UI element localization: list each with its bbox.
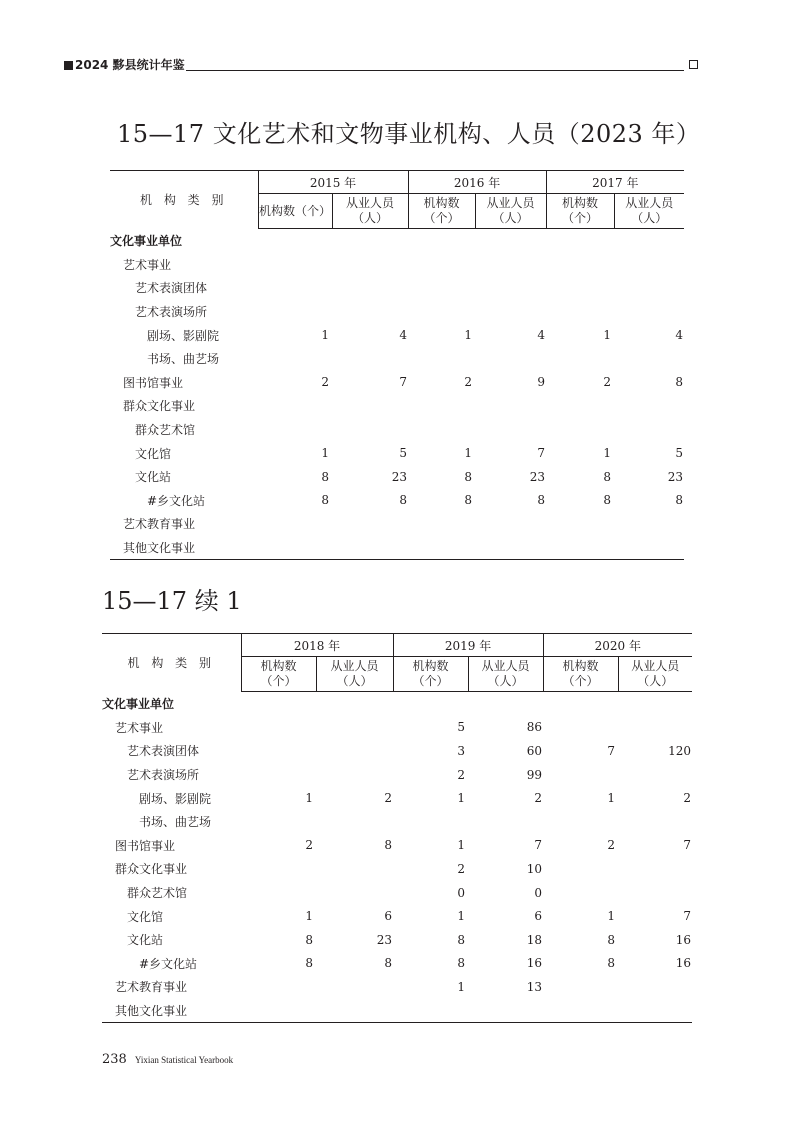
cell-staff: 16 <box>675 956 692 971</box>
cell-staff <box>332 276 408 300</box>
cell-institutions: 1 <box>305 909 313 924</box>
cell-institutions: 1 <box>321 446 329 461</box>
table1-subheader-staff: 从业人员（人） <box>332 194 408 229</box>
row-label: 艺术表演场所 <box>135 305 208 320</box>
cell-staff <box>618 716 692 740</box>
row-label: 文化站 <box>135 470 172 485</box>
table-row <box>110 300 684 324</box>
cell-staff <box>614 347 684 371</box>
table-row <box>110 253 684 277</box>
row-label: #乡文化站 <box>147 493 206 508</box>
table2-subheader-institutions: 机构数 （个） <box>241 657 316 692</box>
cell-institutions: 8 <box>464 469 473 484</box>
table-row <box>102 904 692 928</box>
cell-staff <box>475 276 546 300</box>
cell-institutions: 8 <box>305 932 313 947</box>
cell-staff <box>316 716 393 740</box>
table2-subheader-staff: 从业人员（人） <box>316 657 393 692</box>
cell-staff <box>614 253 684 277</box>
cell-staff <box>468 810 543 834</box>
cell-staff: 8 <box>675 493 684 508</box>
header-box-marker <box>689 60 698 69</box>
cell-staff: 7 <box>537 446 546 461</box>
cell-institutions <box>408 347 475 371</box>
cell-staff: 6 <box>384 909 393 924</box>
cell-staff <box>316 810 393 834</box>
table-row <box>110 536 684 560</box>
cell-staff: 4 <box>537 328 546 343</box>
cell-institutions: 1 <box>457 979 466 994</box>
cell-staff: 8 <box>537 493 546 508</box>
cell-institutions <box>393 999 468 1023</box>
cell-staff <box>475 347 546 371</box>
cell-institutions: 8 <box>607 956 616 971</box>
table-row <box>110 418 684 442</box>
cell-institutions: 8 <box>603 469 612 484</box>
cell-staff: 120 <box>668 743 692 758</box>
table-row <box>110 512 684 536</box>
cell-institutions: 1 <box>607 791 616 806</box>
cell-institutions <box>408 253 475 277</box>
cell-staff <box>332 394 408 418</box>
row-label: 艺术教育事业 <box>123 517 196 532</box>
cell-staff <box>614 300 684 324</box>
cell-institutions <box>258 300 332 324</box>
cell-institutions: 1 <box>305 791 313 806</box>
cell-institutions: 8 <box>457 932 466 947</box>
cell-staff: 23 <box>667 469 684 484</box>
cell-staff: 23 <box>391 469 408 484</box>
cell-institutions <box>546 300 614 324</box>
cell-institutions: 1 <box>321 328 329 343</box>
cell-institutions: 7 <box>607 743 616 758</box>
cell-staff: 8 <box>384 956 393 971</box>
table-row <box>102 928 692 952</box>
cell-staff: 8 <box>399 493 408 508</box>
table1 <box>110 170 684 560</box>
cell-staff: 86 <box>526 720 543 735</box>
cell-institutions: 8 <box>603 493 612 508</box>
cell-institutions: 2 <box>457 767 466 782</box>
cell-institutions <box>546 347 614 371</box>
cell-institutions <box>258 536 332 560</box>
cell-staff <box>475 536 546 560</box>
row-label: 艺术表演团体 <box>135 281 208 296</box>
cell-institutions <box>408 276 475 300</box>
cell-staff <box>475 394 546 418</box>
table-row <box>102 857 692 881</box>
table-row <box>110 347 684 371</box>
table-row <box>110 229 684 253</box>
cell-institutions: 8 <box>464 493 473 508</box>
cell-institutions: 8 <box>607 932 616 947</box>
table-row <box>110 489 684 513</box>
cell-staff <box>618 881 692 905</box>
row-label: 文化事业单位 <box>110 234 183 249</box>
table1-year-header: 2017 年 <box>546 171 684 194</box>
cell-institutions: 2 <box>321 375 329 390</box>
table1-title: 15—17 文化艺术和文物事业机构、人员（2023 年） <box>117 120 701 148</box>
cell-institutions <box>543 881 618 905</box>
row-label: 文化站 <box>127 933 164 948</box>
publication-title: Yixian Statistical Yearbook <box>134 1055 234 1065</box>
row-label: 艺术表演团体 <box>127 744 200 759</box>
cell-institutions <box>241 692 316 716</box>
page-footer <box>102 1048 233 1067</box>
row-label: 群众艺术馆 <box>135 423 196 438</box>
cell-staff: 99 <box>526 767 543 782</box>
cell-institutions: 8 <box>321 493 329 508</box>
cell-institutions <box>546 394 614 418</box>
table-row <box>102 810 692 834</box>
row-label: 其他文化事业 <box>110 536 258 560</box>
table1-year-header: 2015 年 <box>258 171 408 194</box>
cell-staff <box>618 763 692 787</box>
cell-staff <box>614 276 684 300</box>
cell-institutions <box>241 857 316 881</box>
cell-staff <box>468 999 543 1023</box>
cell-institutions <box>408 418 475 442</box>
cell-institutions <box>258 512 332 536</box>
table2-year-header-row <box>102 634 692 657</box>
cell-institutions <box>258 418 332 442</box>
cell-institutions <box>241 810 316 834</box>
table1-body <box>110 229 684 560</box>
row-label: #乡文化站 <box>139 956 198 971</box>
cell-staff <box>475 418 546 442</box>
cell-institutions <box>408 229 475 253</box>
cell-institutions <box>543 692 618 716</box>
cell-institutions: 2 <box>457 861 466 876</box>
cell-institutions <box>258 229 332 253</box>
cell-institutions: 1 <box>603 328 612 343</box>
cell-institutions: 5 <box>457 720 466 735</box>
table-row <box>110 441 684 465</box>
table2-category-header: 机 构 类 别 <box>102 634 241 692</box>
cell-institutions <box>258 253 332 277</box>
cell-staff <box>475 300 546 324</box>
row-label: 剧场、影剧院 <box>147 328 220 343</box>
table1-subheader-institutions: 机构数 （个） <box>546 194 614 229</box>
table-row <box>102 881 692 905</box>
table-row <box>110 371 684 395</box>
cell-staff <box>618 692 692 716</box>
cell-staff: 5 <box>675 446 684 461</box>
row-label: 书场、曲艺场 <box>147 352 220 367</box>
table1-subheader-staff: 从业人员 （人） <box>475 194 546 229</box>
cell-institutions <box>543 999 618 1023</box>
cell-staff: 23 <box>376 932 393 947</box>
running-header <box>64 58 698 74</box>
cell-staff <box>614 229 684 253</box>
cell-institutions <box>408 536 475 560</box>
cell-staff: 16 <box>526 956 543 971</box>
cell-staff <box>332 253 408 277</box>
page-number: 238 <box>102 1052 127 1067</box>
cell-institutions: 1 <box>457 791 466 806</box>
cell-institutions <box>393 810 468 834</box>
cell-staff <box>475 253 546 277</box>
cell-staff: 60 <box>526 743 543 758</box>
table-row <box>102 786 692 810</box>
table-row <box>110 323 684 347</box>
table2-subheader-staff: 从业人员 （人） <box>468 657 543 692</box>
cell-institutions: 3 <box>457 743 466 758</box>
row-label: 图书馆事业 <box>115 838 176 853</box>
cell-institutions <box>543 975 618 999</box>
table1-year-header-row <box>110 171 684 194</box>
cell-institutions <box>258 276 332 300</box>
table2-year-header: 2020 年 <box>543 634 692 657</box>
table2-subheader-institutions: 机构数 （个） <box>393 657 468 692</box>
cell-institutions <box>546 512 614 536</box>
cell-institutions: 1 <box>457 838 466 853</box>
table-row <box>102 763 692 787</box>
cell-staff: 8 <box>675 375 684 390</box>
cell-institutions <box>546 418 614 442</box>
cell-staff <box>614 512 684 536</box>
cell-staff: 7 <box>683 909 692 924</box>
row-label: 图书馆事业 <box>123 375 184 390</box>
cell-institutions <box>241 881 316 905</box>
row-label: 艺术事业 <box>123 257 172 272</box>
cell-staff: 8 <box>384 838 393 853</box>
cell-staff: 18 <box>526 932 543 947</box>
header-rule <box>186 70 684 71</box>
table1-subheader-staff: 从业人员 （人） <box>614 194 684 229</box>
table-row <box>102 999 692 1023</box>
cell-staff: 16 <box>675 932 692 947</box>
cell-staff: 6 <box>534 909 543 924</box>
cell-institutions: 1 <box>603 446 612 461</box>
cell-staff <box>618 810 692 834</box>
table2-body <box>102 692 692 1023</box>
cell-institutions: 1 <box>464 446 473 461</box>
cell-institutions <box>241 763 316 787</box>
table1-subheader-institutions: 机构数（个） <box>258 194 332 229</box>
header-square-marker <box>64 61 73 70</box>
cell-institutions: 2 <box>464 375 473 390</box>
cell-staff <box>618 975 692 999</box>
cell-staff: 4 <box>675 328 684 343</box>
cell-staff: 7 <box>683 838 692 853</box>
running-header-title: 2024 黟县统计年鉴 <box>75 58 185 72</box>
cell-staff: 7 <box>399 375 408 390</box>
cell-staff <box>316 857 393 881</box>
row-label: 群众文化事业 <box>123 399 196 414</box>
cell-staff: 5 <box>399 446 408 461</box>
table-row <box>102 834 692 858</box>
table2-subheader-institutions: 机构数 （个） <box>543 657 618 692</box>
cell-staff <box>332 300 408 324</box>
cell-staff <box>618 999 692 1023</box>
row-label: 文化事业单位 <box>102 697 175 712</box>
table-row <box>110 276 684 300</box>
row-label: 艺术事业 <box>115 720 164 735</box>
row-label: 艺术表演场所 <box>127 768 200 783</box>
cell-staff: 2 <box>683 791 692 806</box>
cell-institutions <box>543 857 618 881</box>
cell-institutions <box>408 394 475 418</box>
row-label: 群众文化事业 <box>115 862 188 877</box>
cell-institutions <box>241 999 316 1023</box>
cell-staff <box>316 881 393 905</box>
cell-staff <box>618 857 692 881</box>
cell-staff <box>475 512 546 536</box>
cell-staff <box>316 739 393 763</box>
cell-institutions: 8 <box>321 469 329 484</box>
table1-subheader-institutions: 机构数（个） <box>408 194 475 229</box>
cell-institutions: 2 <box>603 375 612 390</box>
cell-staff: 7 <box>534 838 543 853</box>
cell-institutions <box>546 229 614 253</box>
cell-institutions <box>258 394 332 418</box>
cell-institutions: 8 <box>305 956 313 971</box>
cell-institutions <box>543 716 618 740</box>
cell-staff <box>614 394 684 418</box>
table-row <box>102 739 692 763</box>
cell-institutions <box>546 253 614 277</box>
table-row <box>102 975 692 999</box>
cell-staff <box>332 536 408 560</box>
cell-staff <box>316 999 393 1023</box>
cell-institutions: 1 <box>607 909 616 924</box>
cell-institutions <box>408 300 475 324</box>
cell-institutions: 8 <box>457 956 466 971</box>
cell-staff: 23 <box>529 469 546 484</box>
row-label: 艺术教育事业 <box>115 980 188 995</box>
cell-staff <box>316 975 393 999</box>
cell-institutions <box>546 536 614 560</box>
row-label: 文化馆 <box>135 446 172 461</box>
cell-institutions: 0 <box>457 885 466 900</box>
cell-institutions <box>408 512 475 536</box>
row-label: 其他文化事业 <box>102 999 241 1023</box>
table2-title: 15—17 续 1 <box>102 587 242 615</box>
table1-category-header: 机 构 类 别 <box>110 171 258 229</box>
table2 <box>102 633 692 1023</box>
cell-institutions <box>543 810 618 834</box>
cell-staff <box>332 347 408 371</box>
row-label: 剧场、影剧院 <box>139 791 212 806</box>
cell-staff: 9 <box>537 375 546 390</box>
cell-staff: 13 <box>526 979 543 994</box>
table-row <box>102 952 692 976</box>
cell-institutions: 1 <box>464 328 473 343</box>
cell-institutions <box>241 739 316 763</box>
table1-year-header: 2016 年 <box>408 171 546 194</box>
table2-year-header: 2019 年 <box>393 634 543 657</box>
cell-institutions <box>241 716 316 740</box>
cell-staff: 2 <box>534 791 543 806</box>
row-label: 书场、曲艺场 <box>139 815 212 830</box>
cell-staff <box>332 418 408 442</box>
cell-institutions <box>546 276 614 300</box>
cell-staff <box>468 692 543 716</box>
cell-institutions: 2 <box>607 838 616 853</box>
cell-staff <box>316 763 393 787</box>
cell-staff: 10 <box>526 861 543 876</box>
cell-institutions: 1 <box>457 909 466 924</box>
table-row <box>102 692 692 716</box>
table-row <box>102 716 692 740</box>
cell-staff <box>614 536 684 560</box>
cell-staff: 0 <box>534 885 543 900</box>
row-label: 群众艺术馆 <box>127 886 188 901</box>
cell-institutions <box>393 692 468 716</box>
cell-institutions <box>258 347 332 371</box>
cell-staff: 4 <box>399 328 408 343</box>
cell-staff <box>475 229 546 253</box>
table-row <box>110 394 684 418</box>
table2-subheader-staff: 从业人员 （人） <box>618 657 692 692</box>
cell-staff <box>332 512 408 536</box>
cell-institutions: 2 <box>305 838 313 853</box>
cell-institutions <box>543 763 618 787</box>
cell-institutions <box>241 975 316 999</box>
cell-staff <box>332 229 408 253</box>
cell-staff: 2 <box>384 791 393 806</box>
cell-staff <box>614 418 684 442</box>
table-row <box>110 465 684 489</box>
table2-year-header: 2018 年 <box>241 634 393 657</box>
row-label: 文化馆 <box>127 909 164 924</box>
cell-staff <box>316 692 393 716</box>
